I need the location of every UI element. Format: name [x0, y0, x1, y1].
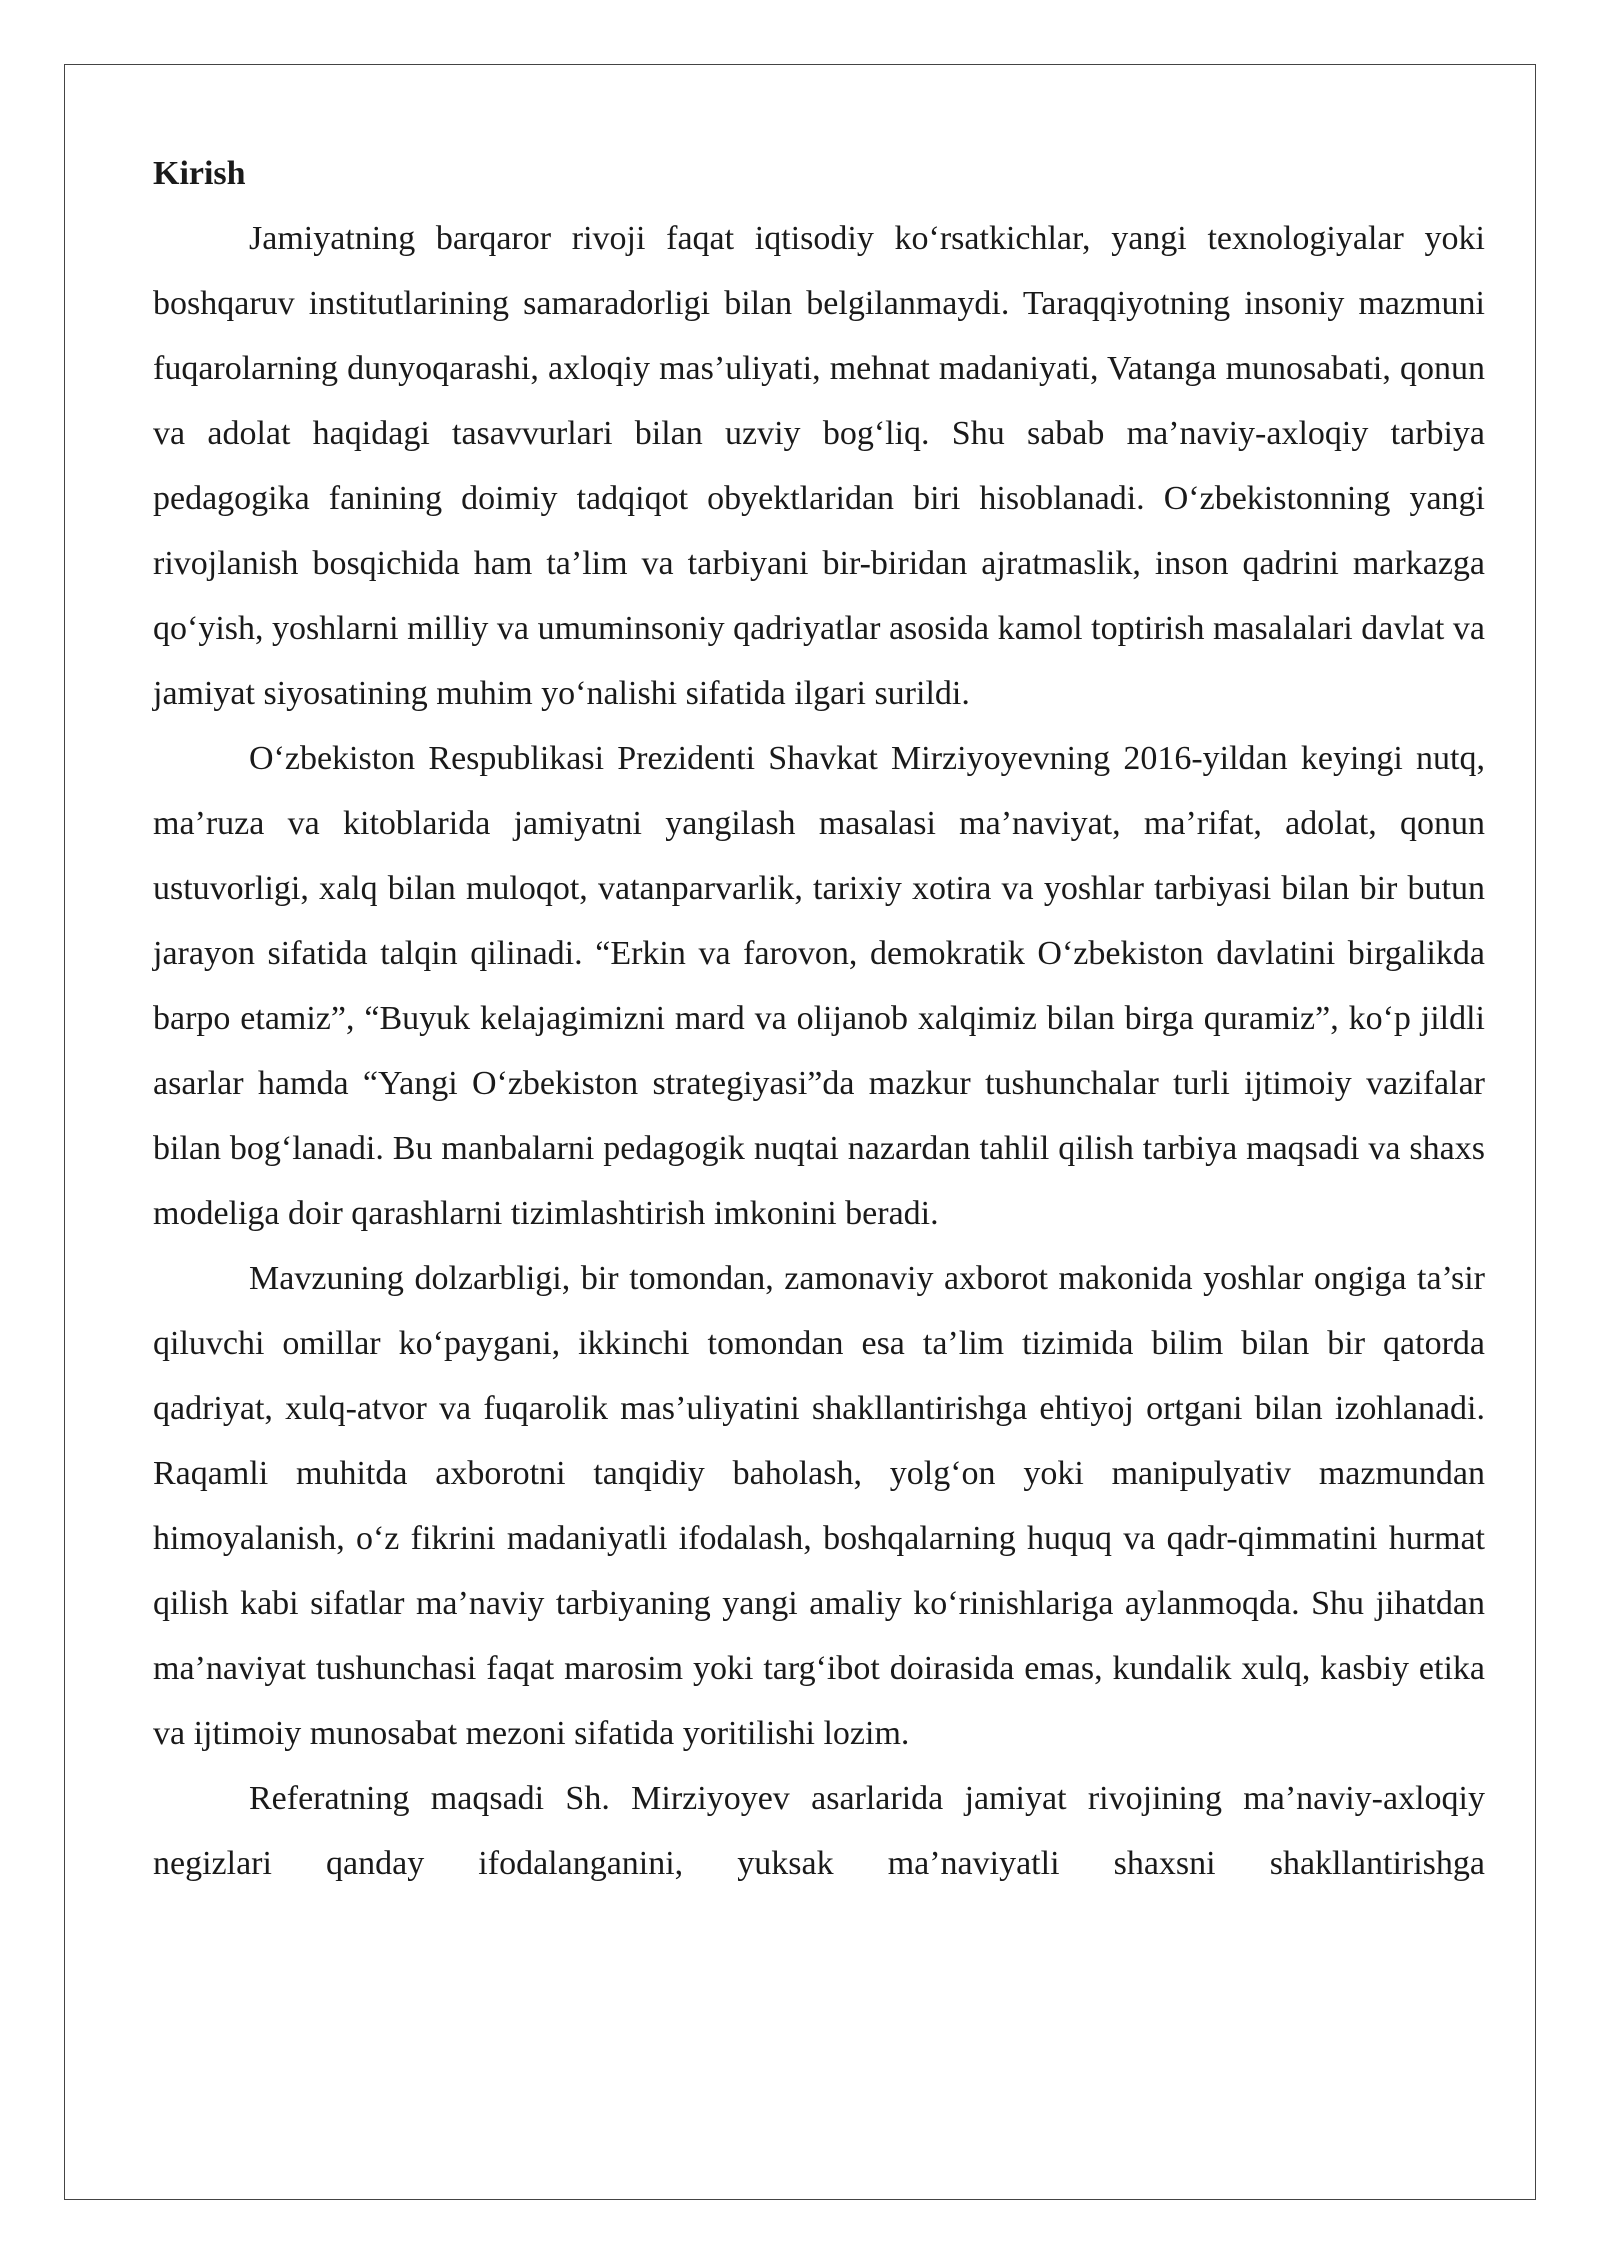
paragraph-3: Mavzuning dolzarbligi, bir tomondan, zamonaviy axborot makonida yoshlar ongiga ta’sir qiluvchi omillar ko‘paygani, ikkinchi tomondan esa ta’lim tizimida bilim bilan bir qatorda qadriyat, xulq-atvor va fuqarolik mas’uliyatini shakllantirishga ehtiyoj ortgani bilan izohlanadi. Raqamli muhitda axborotni tanqidiy baholash, yolg‘on yoki manipulyativ mazmundan himoyalanish, o‘z fikrini madaniyatli ifodalash, boshqalarning huquq va qadr-qimmatini hurmat qilish kabi sifatlar ma’naviy tarbiyaning yangi amaliy ko‘rinishlariga aylanmoqda. Shu jihatdan ma’naviyat tushunchasi faqat marosim yoki targ‘ibot doirasida emas, kundalik xulq, kasbiy etika va ijtimoiy munosabat mezoni sifatida yoritilishi lozim. [153, 1260, 1485, 1752]
document-body [153, 141, 1485, 1896]
paragraph-1: Jamiyatning barqaror rivoji faqat iqtisodiy ko‘rsatkichlar, yangi texnologiyalar yoki boshqaruv institutlarining samaradorligi bilan belgilanmaydi. Taraqqiyotning insoniy mazmuni fuqarolarning dunyoqarashi, axloqiy mas’uliyati, mehnat madaniyati, Vatanga munosabati, qonun va adolat haqidagi tasavvurlari bilan uzviy bog‘liq. Shu sabab ma’naviy-axloqiy tarbiya pedagogika fanining doimiy tadqiqot obyektlaridan biri hisoblanadi. O‘zbekistonning yangi rivojlanish bosqichida ham ta’lim va tarbiyani bir-biridan ajratmaslik, inson qadrini markazga qo‘yish, yoshlarni milliy va umuminsoniy qadriyatlar asosida kamol toptirish masalalari davlat va jamiyat siyosatining muhim yo‘nalishi sifatida ilgari surildi. [153, 220, 1485, 712]
paragraph-2: O‘zbekiston Respublikasi Prezidenti Shavkat Mirziyoyevning 2016-yildan keyingi nutq, ma’ruza va kitoblarida jamiyatni yangilash masalasi ma’naviyat, ma’rifat, adolat, qonun ustuvorligi, xalq bilan muloqot, vatanparvarlik, tarixiy xotira va yoshlar tarbiyasi bilan bir butun jarayon sifatida talqin qilinadi. “Erkin va farovon, demokratik O‘zbekiston davlatini birgalikda barpo etamiz”, “Buyuk kelajagimizni mard va olijanob xalqimiz bilan birga quramiz”, ko‘p jildli asarlar hamda “Yangi O‘zbekiston strategiyasi”da mazkur tushunchalar turli ijtimoiy vazifalar bilan bog‘lanadi. Bu manbalarni pedagogik nuqtai nazardan tahlil qilish tarbiya maqsadi va shaxs modeliga doir qarashlarni tizimlashtirish imkonini beradi. [153, 740, 1485, 1232]
section-heading: Kirish [153, 155, 246, 192]
paragraph-4: Referatning maqsadi Sh. Mirziyoyev asarlarida jamiyat rivojining ma’naviy-axloqiy negizlari qanday ifodalanganini, yuksak ma’naviyatli shaxsni shakllantirishga [153, 1780, 1485, 1882]
